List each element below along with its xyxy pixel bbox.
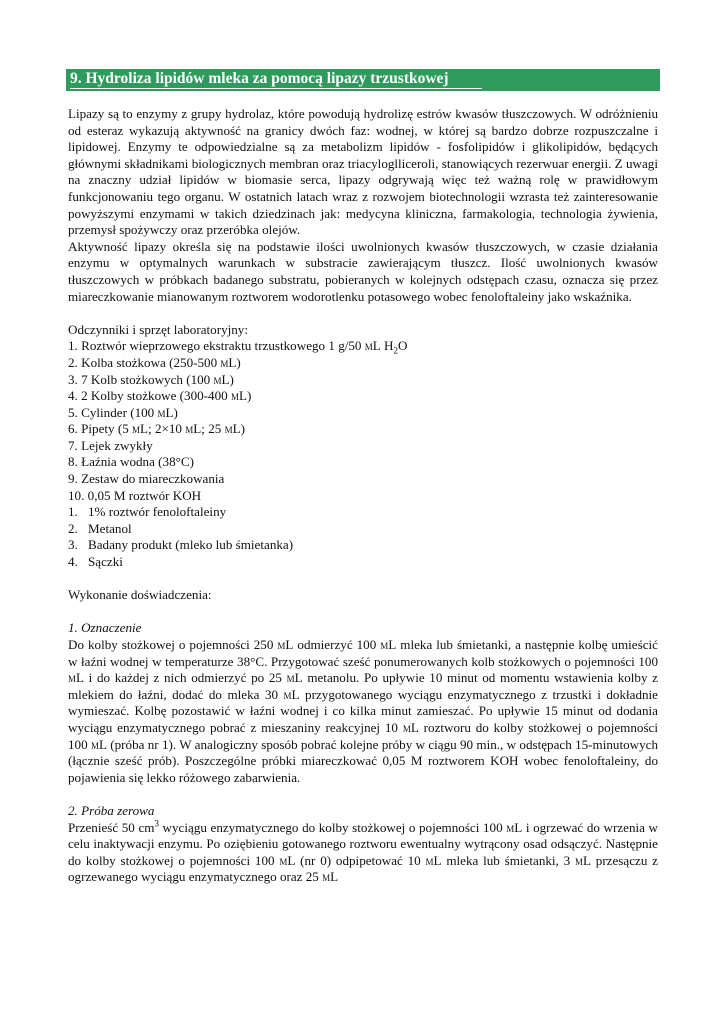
list-item: 7. Lejek zwykły bbox=[68, 437, 153, 453]
section-title-bar bbox=[66, 69, 660, 91]
reagents-list bbox=[68, 338, 658, 504]
list-item: 4. Sączki bbox=[68, 554, 123, 570]
list-item: 2. Kolba stożkowa (250-500 mL) bbox=[68, 354, 241, 370]
subsection-title-1: 1. Oznaczenie bbox=[68, 620, 142, 636]
list-item: 6. Pipety (5 mL; 2×10 mL; 25 mL) bbox=[68, 421, 245, 437]
procedure-heading: Wykonanie doświadczenia: bbox=[68, 587, 212, 603]
list-item: 2. Metanol bbox=[68, 520, 132, 536]
section-title: 9. Hydroliza lipidów mleka za pomocą lipazy trzustkowej bbox=[70, 70, 449, 87]
subsection-title-2: 2. Próba zerowa bbox=[68, 802, 155, 818]
list-item: 10. 0,05 M roztwór KOH bbox=[68, 487, 202, 503]
list-item: 3. Badany produkt (mleko lub śmietanka) bbox=[68, 537, 294, 553]
procedure-paragraph-2: Przenieść 50 $cm^3$ wyciągu enzymatycznego do kolby stożkowej o pojemności 100 mL i ogrzewać do wrzenia w celu inaktywacji enzymu. Po oziębieniu gotowanego roztworu ewentualny wytrącony osad odsączyć. Następnie do kolby stożkowej o pojemności 100 mL (nr 0) odpipetować 10 mL mleka lub śmietanki, 3 mL przesączu z ogrzewanego wyciągu enzymatycznego oraz 25 mL bbox=[68, 818, 658, 885]
list-item: 8. Łaźnia wodna (38°C) bbox=[68, 454, 194, 470]
intro-paragraph-2: Aktywność lipazy określa się na podstawie ilości uwolnionych kwasów tłuszczowych, w czasie działania enzymu w optymalnych warunkach w substracie zawierającym tłuszcz. Ilość uwolnionych kwasów tłuszczowych w próbkach badanego substratu, pobieranych w kolejnych odstępach czasu, oznacza się przez miareczkowanie mianowanym roztworem wodorotlenku potasowego wobec fenoloftaleiny jako wskaźnika. bbox=[68, 238, 658, 304]
list-item: 5. Cylinder (100 mL) bbox=[68, 404, 178, 420]
list-item: 1. Roztwór wieprzowego ekstraktu trzustkowego 1 g/50 mL $H_2O$ bbox=[68, 338, 408, 356]
title-underline bbox=[70, 88, 482, 89]
reagents-heading: Odczynniki i sprzęt laboratoryjny: bbox=[68, 321, 248, 337]
list-item: 1. 1% roztwór fenoloftaleiny bbox=[68, 504, 227, 520]
reagents-list-2 bbox=[68, 504, 658, 570]
intro-paragraph-1: Lipazy są to enzymy z grupy hydrolaz, które powodują hydrolizę estrów kwasów tłuszczowych. W odróżnieniu od esteraz wykazują aktywność na granicy dwóch faz: wodnej, w której są bardzo dobrze rozpuszczalne i lipidowej. Enzymy te odpowiedzialne są za metabolizm lipidów - fosfolipidów i glikolipidów, będących głównymi składnikami biologicznych membran oraz triacyloglliceroli, stanowiących rezerwuar energii. Z uwagi na znaczny udział lipidów w biomasie serca, lipazy odgrywają więc też ważną rolę w prawidłowym funkcjonowaniu tego organu. W ostatnich latach wraz z rozwojem biotechnologii wzrasta też zainteresowanie powyższymi enzymami w takich dziedzinach jak: medycyna kliniczna, farmakologia, technologia żywienia, przemysł spożywczy oraz przeróbka olejów. bbox=[68, 106, 658, 238]
procedure-paragraph-1: Do kolby stożkowej o pojemności 250 mL odmierzyć 100 mL mleka lub śmietanki, a następnie kolbę umieścić w łaźni wodnej w temperaturze 38°C. Przygotować sześć ponumerowanych kolb stożkowych o pojemności 100 mL i do każdej z nich odmierzyć po 25 mL metanolu. Po upływie 10 minut od momentu wstawienia kolby z mlekiem do łaźni, dodać do mleka 30 mL przygotowanego wyciągu enzymatycznego z trzustki i dokładnie wymieszać. Kolbę pozostawić w łaźni wodnej i co kilka minut zamieszać. Po upływie 15 minut od dodania wyciągu enzymatycznego pobrać z mieszaniny reakcyjnej 10 mL roztworu do kolby stożkowej o pojemności 100 mL (próba nr 1). W analogiczny sposób pobrać kolejne próby w ciągu 90 min., w odstępach 15-minutowych (łącznie sześć prób). Poszczególne próbki miareczkować 0,05 M roztworem KOH wobec fenoloftaleiny, do pojawienia się lekko różowego zabarwienia. bbox=[68, 637, 658, 785]
list-item: 3. 7 Kolb stożkowych (100 mL) bbox=[68, 371, 234, 387]
list-item: 9. Zestaw do miareczkowania bbox=[68, 471, 225, 487]
document-body bbox=[68, 106, 658, 886]
list-item: 4. 2 Kolby stożkowe (300-400 mL) bbox=[68, 388, 252, 404]
